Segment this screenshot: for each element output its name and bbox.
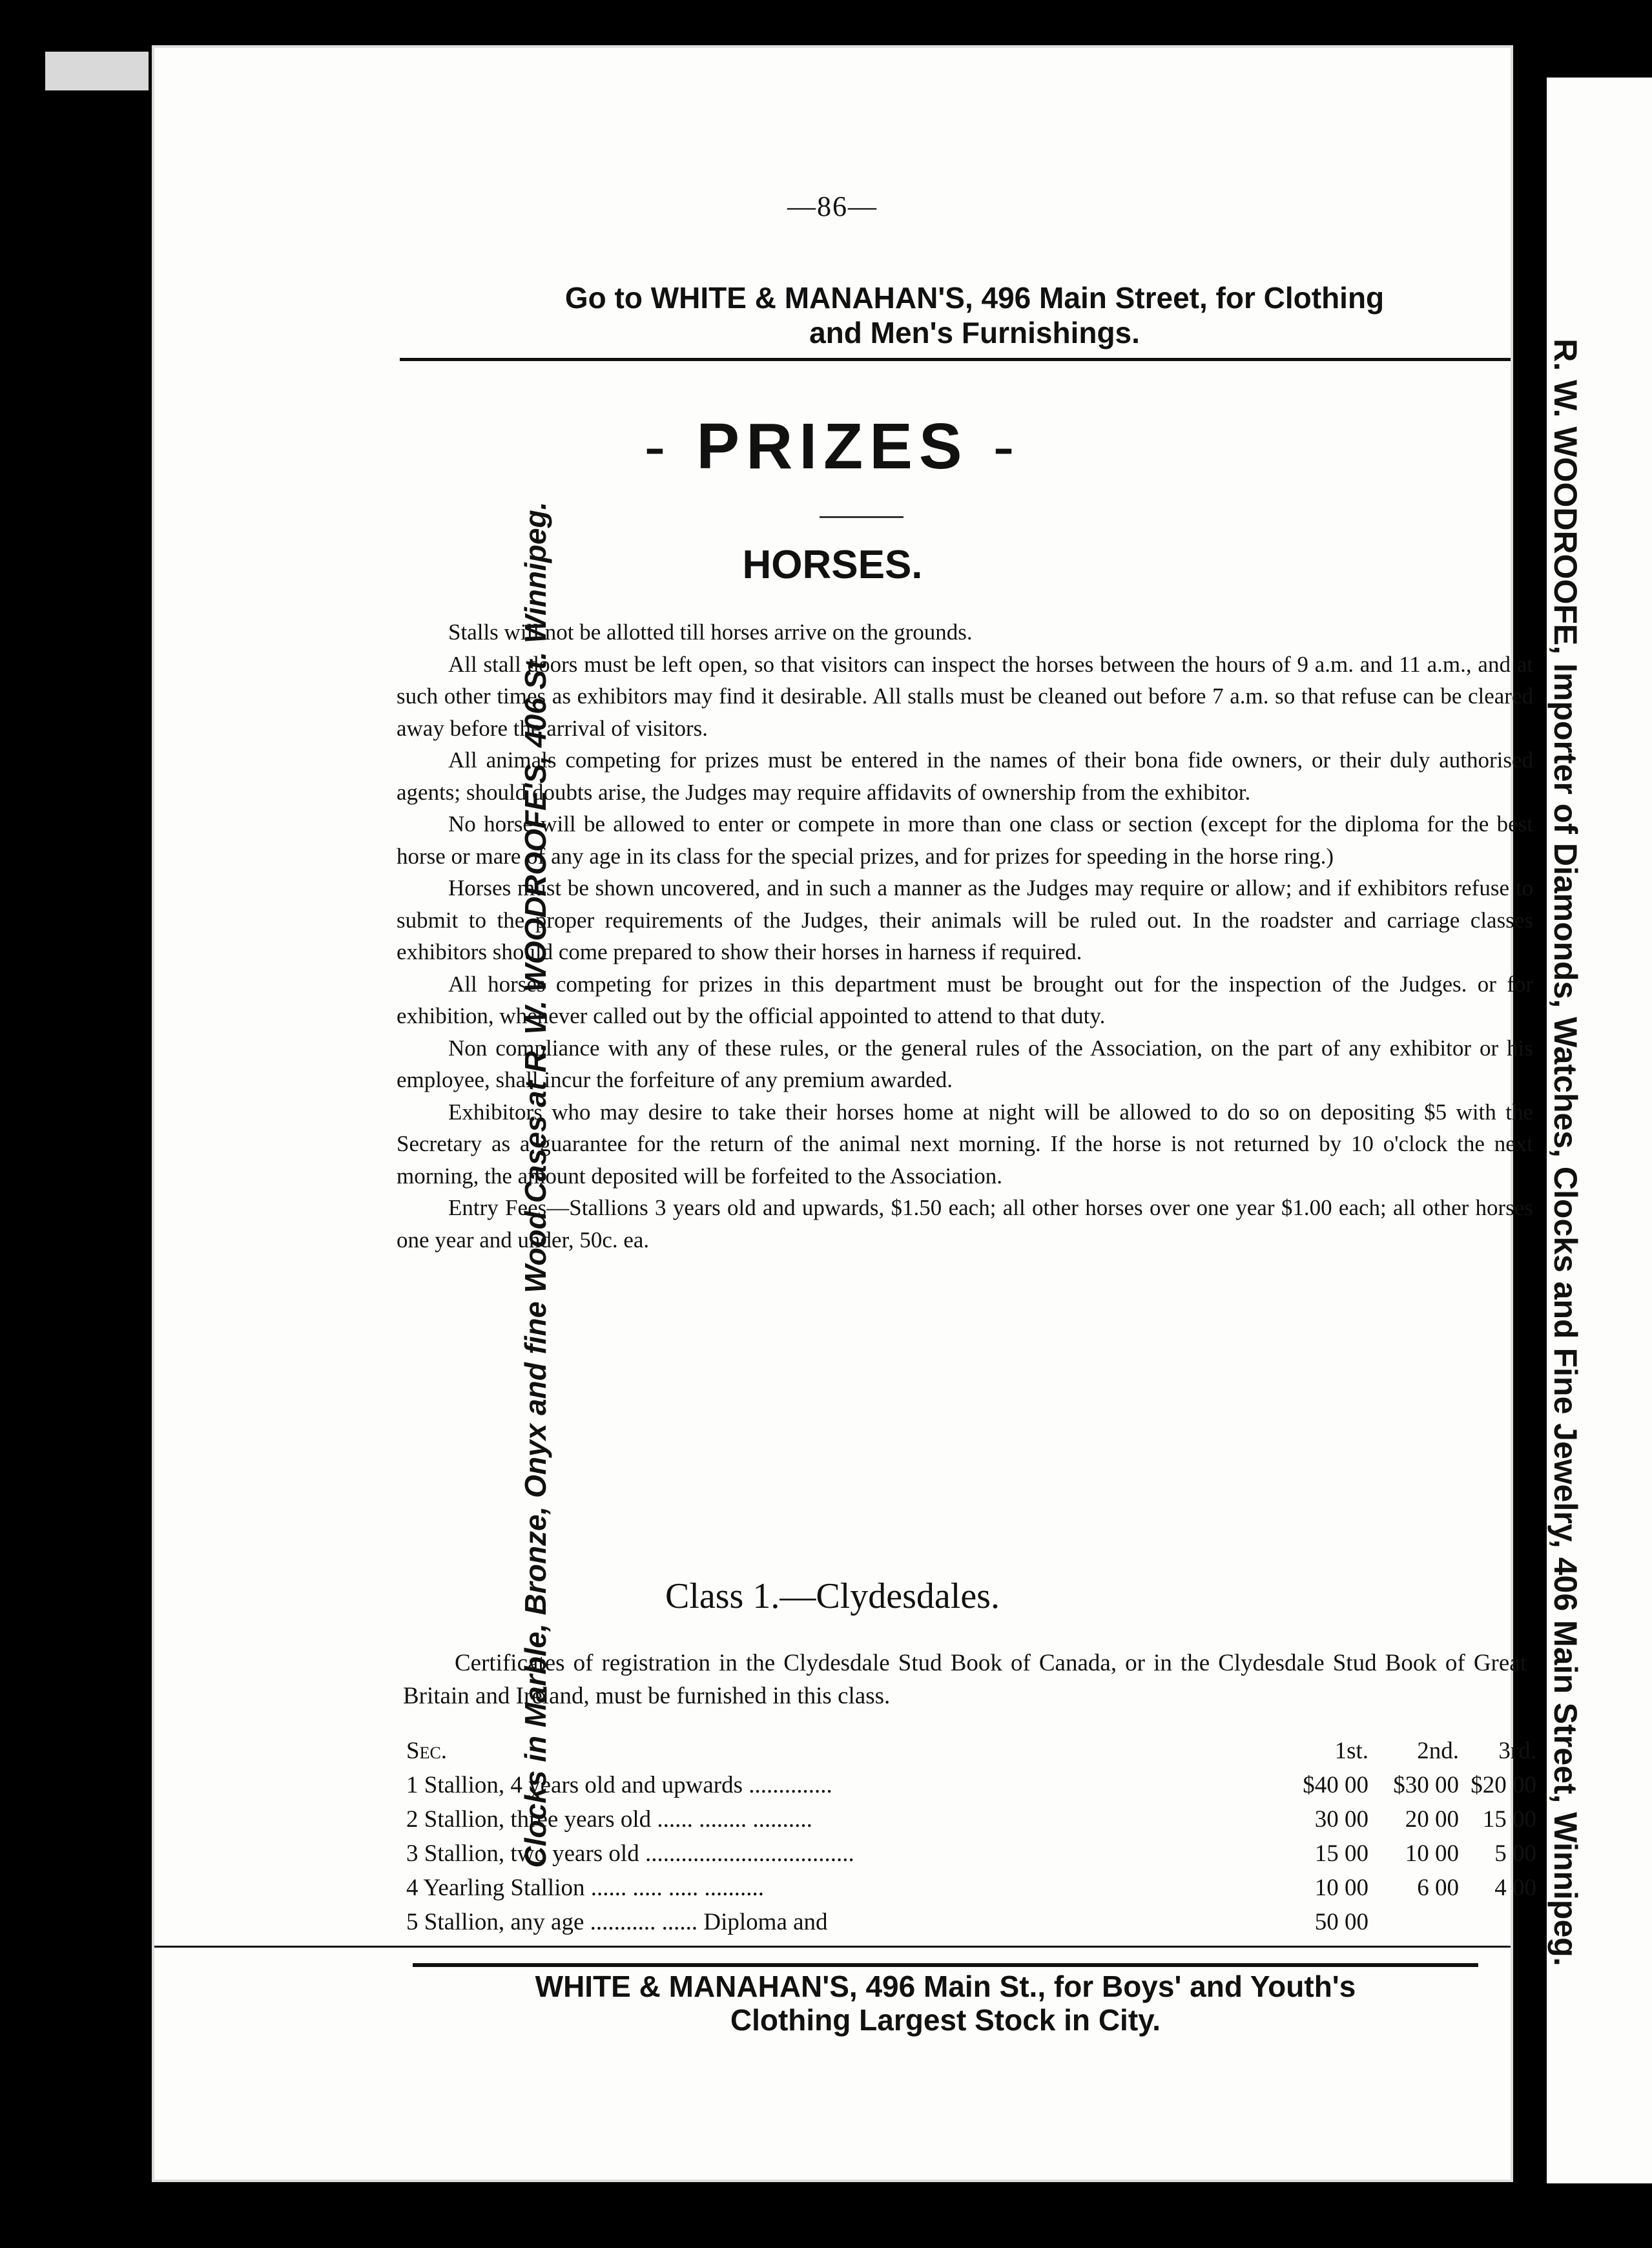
- footer-ad-line1: WHITE & MANAHAN'S, 496 Main St., for Boys' and Youth's: [535, 1970, 1356, 2003]
- rules-text: [397, 616, 1533, 1256]
- document-page: [152, 45, 1584, 2182]
- third-prize: 15 00: [1482, 1806, 1536, 1833]
- header-ad-line1: Go to WHITE & MANAHAN'S, 496 Main Street, for Clothing: [564, 281, 1385, 315]
- third-prize: $20 00: [1471, 1772, 1536, 1798]
- first-prize: 10 00: [1314, 1875, 1368, 1901]
- page-number: —86—: [787, 191, 878, 222]
- class-note: Certificates of registration in the Clydesdale Stud Book of Canada, or in the Clydesdale Stud Book of Great Britain and Ireland, must be furnished in this class.: [403, 1650, 1527, 1709]
- title-divider: [820, 516, 903, 518]
- second-prize: 6 00: [1417, 1875, 1459, 1901]
- right-margin-advertisement: R. W. WOODROOFE, Importer of Diamonds, Watches, Clocks and Fine Jewelry, 406 Main Street, Winnipeg.: [1547, 338, 1584, 1966]
- paragraph: No horse will be allowed to enter or compete in more than one class or section (except for the diploma for the best horse or mare of any age in its class for the special prizes, and for prizes for speeding in the horse ring.): [397, 811, 1533, 869]
- paragraph: Exhibitors who may desire to take their horses home at night will be allowed to do so on depositing $5 with the Secretary as a guarantee for the return of the animal next morning. If the horse is not returned by 10 o'clock the next morning, the amount deposited will be forfeited to the Association.: [397, 1099, 1533, 1189]
- first-prize: 15 00: [1314, 1840, 1368, 1867]
- section-description: 4 Yearling Stallion ...... ..... ..... ..........: [406, 1875, 764, 1901]
- second-prize: 20 00: [1405, 1806, 1459, 1833]
- table-row: [406, 1768, 1536, 1802]
- table-row: [406, 1837, 1536, 1871]
- page-title: [154, 410, 1511, 484]
- paragraph: Non compliance with any of these rules, or the general rules of the Association, on the part of any exhibitor or his employee, shall incur the forfeiture of any premium awarded.: [397, 1035, 1533, 1092]
- footer-advertisement: [413, 1970, 1478, 2037]
- second-prize: 10 00: [1405, 1840, 1459, 1867]
- class-heading: Class 1.—Clydesdales.: [665, 1576, 1000, 1616]
- second-prize: $30 00: [1393, 1772, 1459, 1798]
- table-row: [406, 1802, 1536, 1837]
- third-prize-header: 3rd.: [1498, 1738, 1536, 1764]
- section-description: 5 Stallion, any age ........... ...... Diploma and: [406, 1909, 828, 1935]
- paragraph: Entry Fees—Stallions 3 years old and upwards, $1.50 each; all other horses over one year $1.00 each; all other horses one year and under, 50c. ea.: [397, 1195, 1533, 1253]
- first-prize: 50 00: [1314, 1909, 1368, 1935]
- footer-rule: [413, 1963, 1478, 1967]
- first-prize-header: 1st.: [1334, 1738, 1368, 1764]
- prize-table: [406, 1734, 1536, 1939]
- section-description: 2 Stallion, three years old ...... ........ ..........: [406, 1806, 812, 1833]
- scan-edge-left: [45, 52, 149, 90]
- paragraph: All horses competing for prizes in this department must be brought out for the inspection of the Judges. or for exhibition, whenever called out by the official appointed to attend to that duty.: [397, 971, 1533, 1028]
- section-description: 1 Stallion, 4 years old and upwards ..............: [406, 1772, 832, 1798]
- table-row: [406, 1905, 1536, 1939]
- third-prize: 4 00: [1494, 1875, 1536, 1901]
- title-dash-right: -: [993, 410, 1021, 483]
- paragraph: All animals competing for prizes must be entered in the names of their bona fide owners, or their duly authorised agents; should doubts arise, the Judges may require affidavits of ownership from the exhibitor.: [397, 747, 1533, 805]
- header-rule: [400, 358, 1511, 361]
- first-prize: $40 00: [1303, 1772, 1368, 1798]
- header-advertisement: [426, 280, 1523, 350]
- footer-ad-line2: Clothing Largest Stock in City.: [730, 2003, 1161, 2037]
- sec-header: Sec.: [406, 1738, 448, 1764]
- paragraph: All stall doors must be left open, so that visitors can inspect the horses between the hours of 9 a.m. and 11 a.m., and at such other times as exhibitors may find it desirable. All stalls must be cleaned out before 7 a.m. so that refuse can be cleared away before the arrival of visitors.: [397, 651, 1533, 741]
- title-dash-left: -: [644, 410, 672, 483]
- third-prize: 5 00: [1494, 1840, 1536, 1867]
- second-prize-header: 2nd.: [1417, 1738, 1459, 1764]
- first-prize: 30 00: [1314, 1806, 1368, 1833]
- header-ad-line2: and Men's Furnishings.: [809, 316, 1140, 349]
- paragraph: Horses must be shown uncovered, and in such a manner as the Judges may require or allow; and if exhibitors refuse to submit to the proper requirements of the Judges, their animals will be ruled out. In the roadster and carriage classes exhibitors should come prepared to show their horses in harness if required.: [397, 875, 1533, 964]
- prize-table-header: [406, 1734, 1536, 1768]
- section-description: 3 Stallion, two years old ...................................: [406, 1840, 854, 1867]
- footer-divider: [154, 1946, 1511, 1948]
- paragraph: Stalls will not be allotted till horses arrive on the grounds.: [448, 619, 973, 645]
- left-margin-advertisement: Clocks in Marble, Bronze, Onyx and fine Wood Cases at R. W. WOODROOFE'S, 406 St. Winnipeg.: [519, 501, 552, 1868]
- section-heading: HORSES.: [742, 543, 923, 587]
- table-row: [406, 1871, 1536, 1905]
- title-word: PRIZES: [696, 410, 969, 483]
